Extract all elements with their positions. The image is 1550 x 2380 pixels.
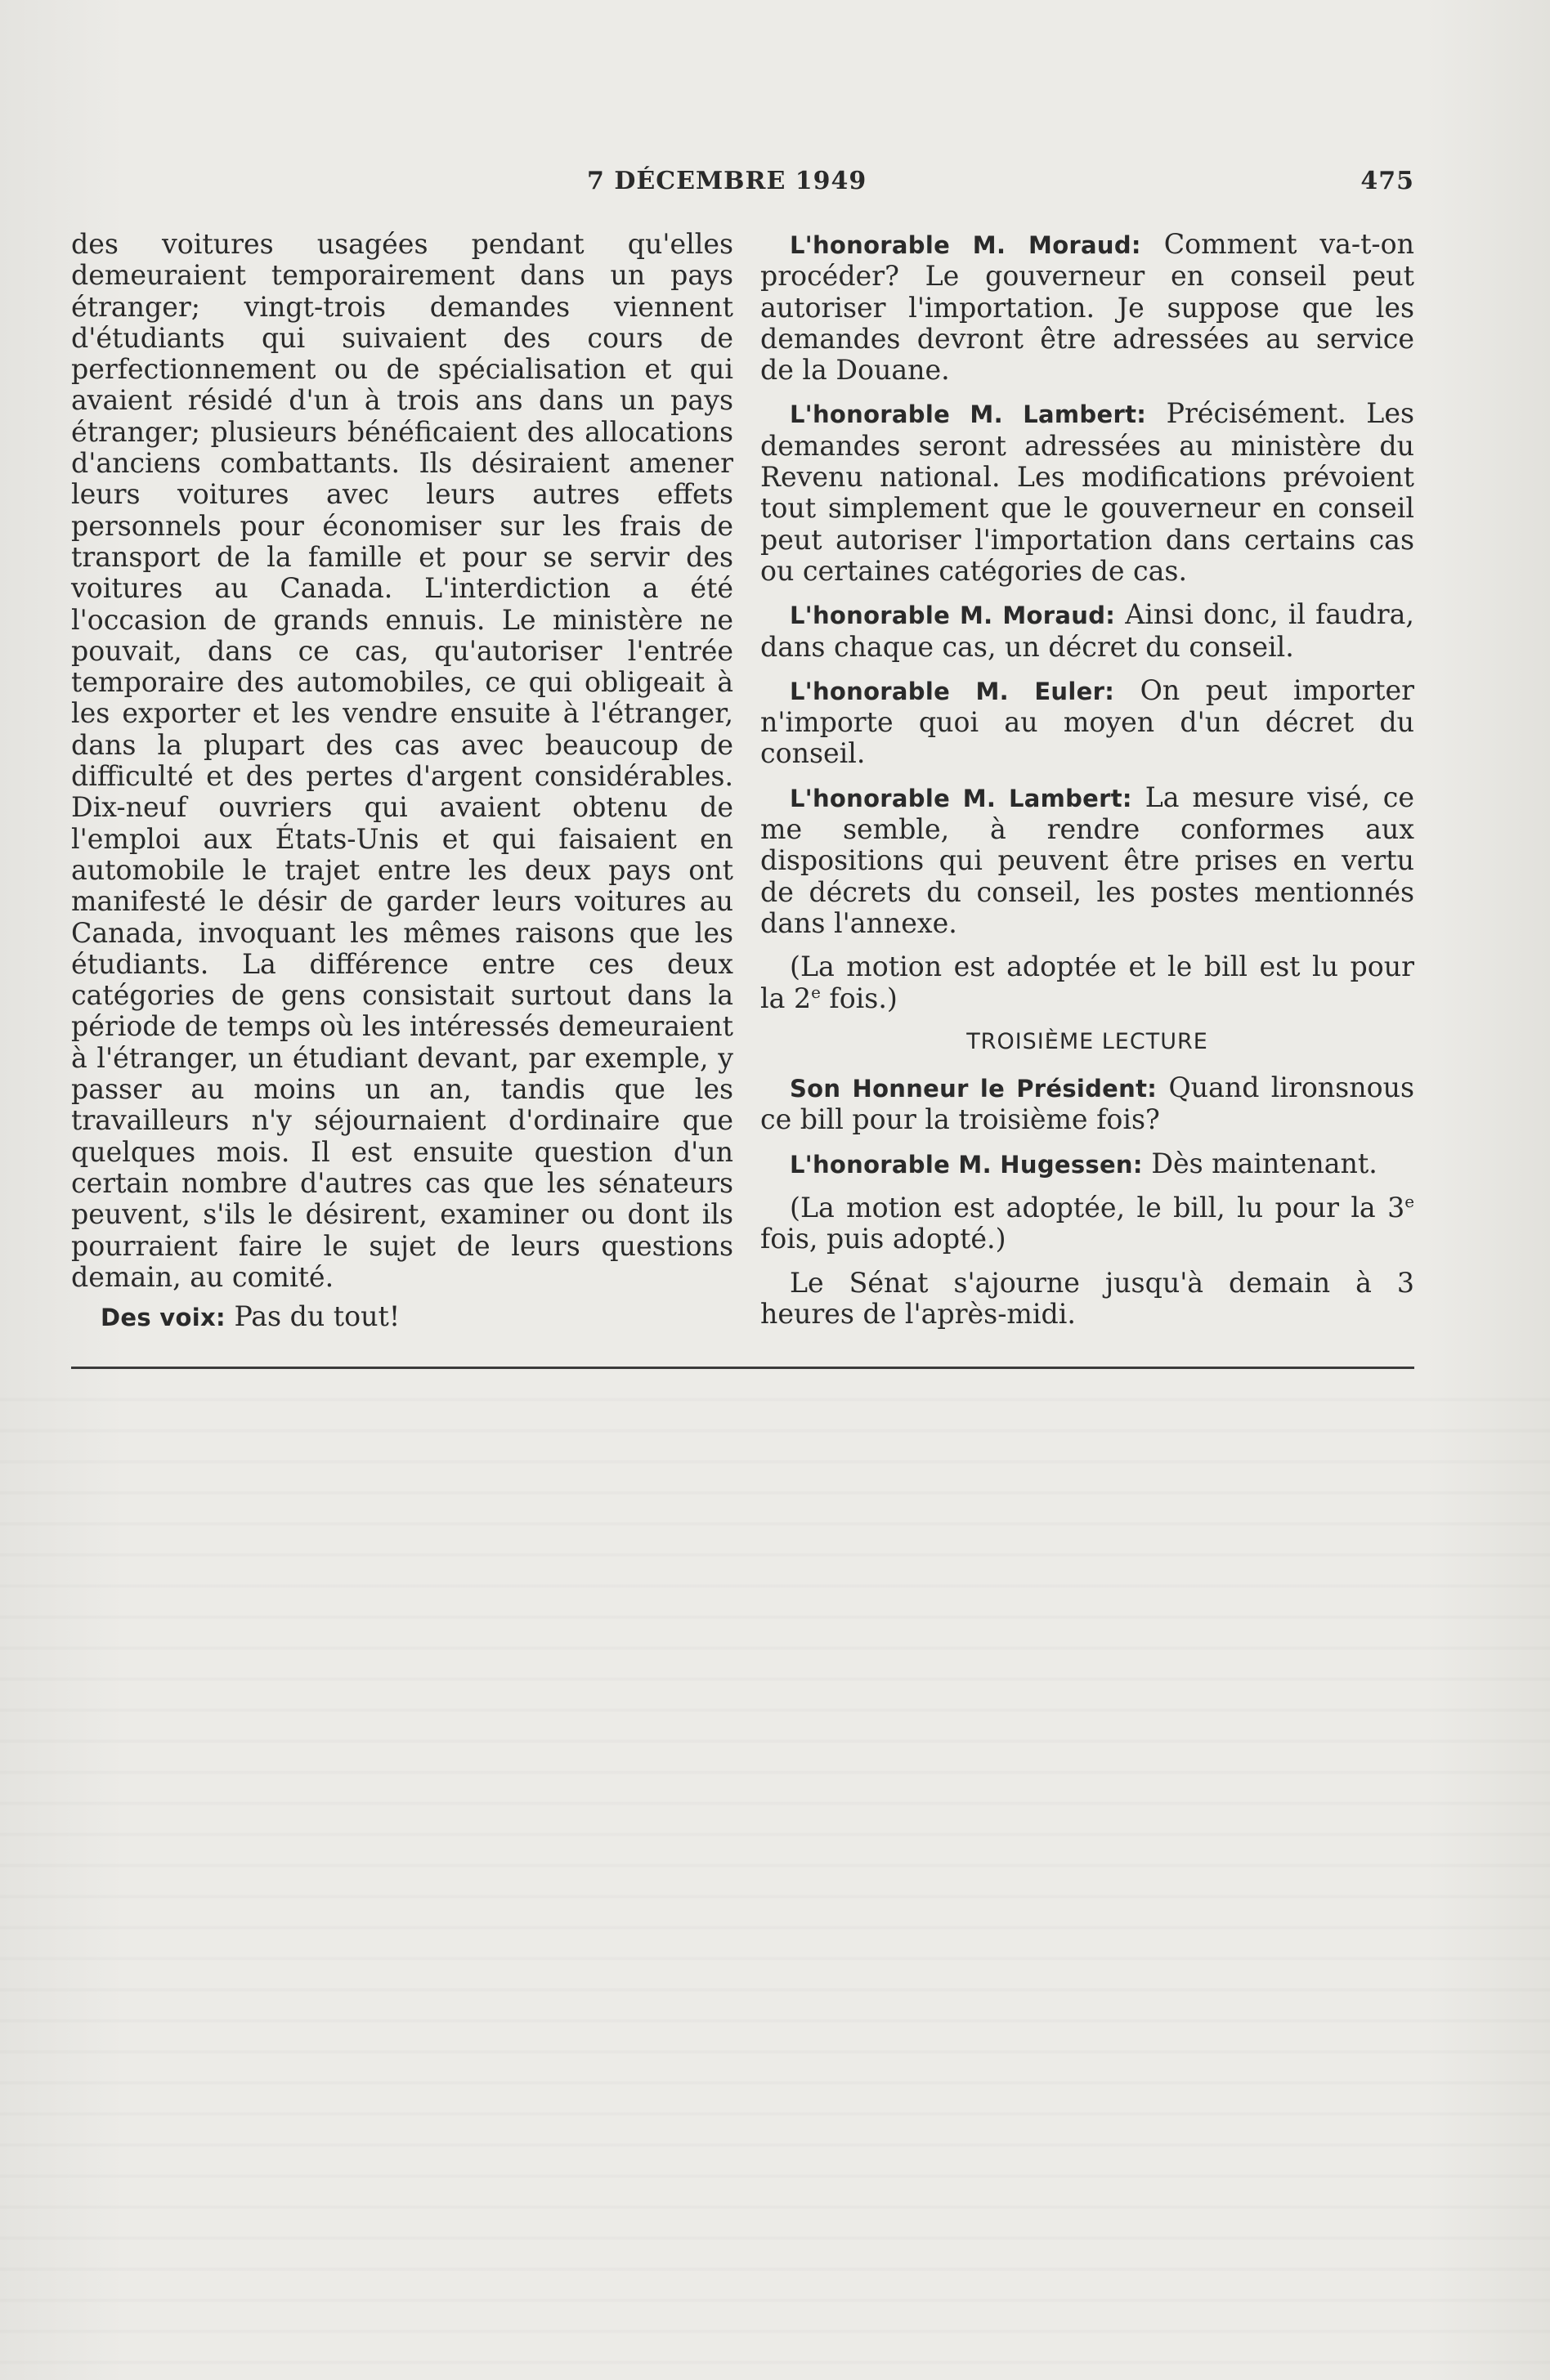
speaker-label: L'honorable M. Lambert: xyxy=(790,400,1147,429)
statement-president xyxy=(760,1072,1414,1136)
ordinal-suffix: e xyxy=(811,982,821,1002)
statement-lambert-1 xyxy=(760,398,1414,587)
speaker-label: L'honorable M. Moraud: xyxy=(790,231,1141,259)
statement-euler xyxy=(760,675,1414,770)
motion-third-reading xyxy=(760,1192,1414,1255)
speaker-label: Des voix: xyxy=(101,1304,226,1332)
section-rule xyxy=(71,1367,1414,1369)
speech-text: Pas du tout! xyxy=(234,1300,401,1333)
speaker-label: L'honorable M. Hugessen: xyxy=(790,1150,1143,1179)
left-column xyxy=(71,229,733,1333)
statement-moraud-2 xyxy=(760,599,1414,663)
speech-text: Dès maintenant. xyxy=(1151,1147,1378,1179)
motion-text-end: fois.) xyxy=(820,982,898,1014)
page-number: 475 xyxy=(1360,167,1414,195)
speech-text: Quand lironsnous ce bill pour la troisième fois? xyxy=(760,1071,1414,1136)
running-head xyxy=(74,167,1414,208)
speech-text: Précisément. Les demandes seront adressées au ministère du Revenu national. Les modifications prévoient tout simplement que le gouverneur en conseil peut autoriser l'importation dans certains cas ou certaines catégories de cas. xyxy=(760,397,1414,587)
statement-moraud-1 xyxy=(760,229,1414,386)
show-through-texture xyxy=(0,1373,1550,2380)
ordinal-suffix: e xyxy=(1404,1192,1414,1211)
page-date: 7 DÉCEMBRE 1949 xyxy=(587,167,867,195)
motion-second-reading xyxy=(760,951,1414,1014)
statement-hugessen xyxy=(760,1148,1414,1180)
motion-text-end: fois, puis adopté.) xyxy=(760,1223,1006,1255)
speaker-label: L'honorable M. Lambert: xyxy=(790,784,1132,812)
speech-text: La mesure visé, ce me semble, à rendre conformes aux dispositions qui peuvent être prises en vertu de décrets du conseil, les postes mentionnés dans l'annexe. xyxy=(760,781,1414,939)
motion-text: (La motion est adoptée et le bill est lu pour la 2 xyxy=(760,951,1414,1014)
section-heading: TROISIÈME LECTURE xyxy=(966,1028,1208,1054)
interjection-voices xyxy=(71,1301,733,1333)
speech-text: On peut importer n'importe quoi au moyen d'un décret du conseil. xyxy=(760,673,1414,770)
speaker-label: L'honorable M. Euler: xyxy=(790,677,1115,705)
statement-lambert-2 xyxy=(760,782,1414,939)
speech-text: Ainsi donc, il faudra, dans chaque cas, un décret du conseil. xyxy=(760,598,1414,663)
paragraph-import-cases: des voitures usagées pendant qu'elles demeuraient temporairement dans un pays étranger; vingt-trois demandes viennent d'étudiants qui suivaient des cours de perfectionnement ou de spécialisation et qui avaient résidé d'un à trois ans dans un pays étranger; plusieurs bénéficaient des allocations d'anciens combattants. Ils désiraient amener leurs voitures avec leurs autres effets personnels pour économiser sur les frais de transport de la famille et pour se servir des voitures au Canada. L'interdiction a été l'occasion de grands ennuis. Le ministère ne pouvait, dans ce cas, qu'autoriser l'entrée temporaire des automobiles, ce qui obligeait à les exporter et les vendre ensuite à l'étranger, dans la plupart des cas avec beaucoup de difficulté et des pertes d'argent considérables. Dix-neuf ouvriers qui avaient obtenu de l'emploi aux États-Unis et qui faisaient en automobile le trajet entre les deux pays ont manifesté le désir de garder leurs voitures au Canada, invoquant les mêmes raisons que les étudiants. La différence entre ces deux catégories de gens consistait surtout dans la période de temps où les intéressés demeuraient à l'étranger, un étudiant devant, par exemple, y passer au moins un an, tandis que les travailleurs n'y séjournaient d'ordinaire que quelques mois. Il est ensuite question d'un certain nombre d'autres cas que les sénateurs peuvent, s'ils le désirent, examiner ou dont ils pourraient faire le sujet de leurs questions demain, au comité. xyxy=(71,228,733,1293)
right-column xyxy=(760,229,1414,1342)
motion-text: (La motion est adoptée, le bill, lu pour la 3 xyxy=(790,1192,1405,1224)
speech-text: Comment va-t-on procéder? Le gouverneur en conseil peut autoriser l'importation. Je suppose que les demandes devront être adressées au service de la Douane. xyxy=(760,228,1414,387)
adjournment-notice: Le Sénat s'ajourne jusqu'à demain à 3 heures de l'après-midi. xyxy=(760,1266,1414,1330)
speaker-label: L'honorable M. Moraud: xyxy=(790,602,1116,630)
speaker-label: Son Honneur le Président: xyxy=(790,1075,1158,1103)
